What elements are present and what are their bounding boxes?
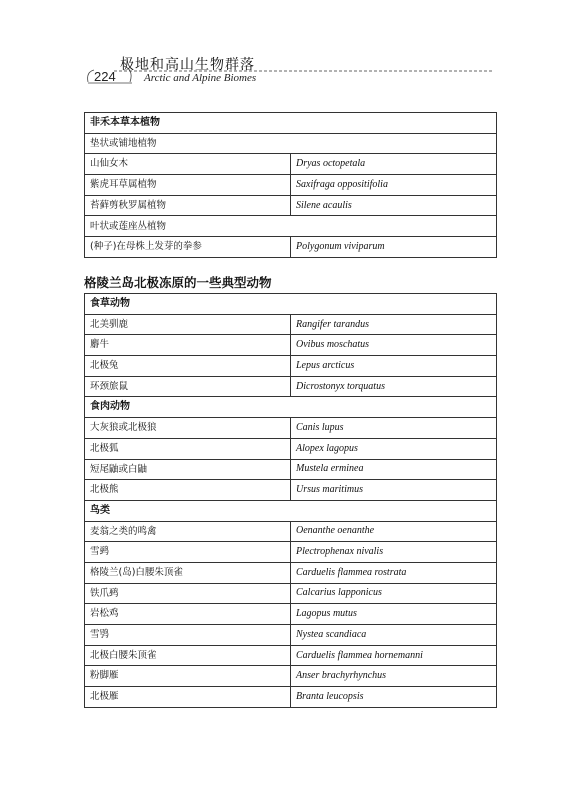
scientific-name-cell: Rangifer tarandus [291, 314, 497, 335]
common-name-cell: 北极雁 [85, 687, 291, 708]
table-row [85, 687, 497, 708]
common-name-cell: 山仙女木 [85, 154, 291, 175]
page-number: 224 [94, 69, 116, 84]
table-row [85, 625, 497, 646]
common-name-cell: 北极白腰朱顶雀 [85, 645, 291, 666]
table-row [85, 562, 497, 583]
scientific-name-cell: Polygonum viviparum [291, 237, 497, 258]
scientific-name-cell: Ursus maritimus [291, 480, 497, 501]
common-name-cell: (种子)在母株上发芽的拳参 [85, 237, 291, 258]
table-row [85, 216, 497, 237]
scientific-name-cell: Branta leucopsis [291, 687, 497, 708]
section-header-cell: 鸟类 [85, 500, 497, 521]
scientific-name-cell: Calcarius lapponicus [291, 583, 497, 604]
section-header-cell: 非禾本草本植物 [85, 113, 497, 134]
common-name-cell: 短尾鼬或白鼬 [85, 459, 291, 480]
scientific-name-cell: Silene acaulis [291, 195, 497, 216]
table-row [85, 175, 497, 196]
table-row [85, 294, 497, 315]
common-name-cell: 环颈旅鼠 [85, 376, 291, 397]
table-row [85, 237, 497, 258]
scientific-name-cell: Carduelis flammea rostrata [291, 562, 497, 583]
scientific-name-cell: Alopex lagopus [291, 438, 497, 459]
table-row [85, 113, 497, 134]
common-name-cell: 北美驯鹿 [85, 314, 291, 335]
table-row [85, 521, 497, 542]
common-name-cell: 大灰狼或北极狼 [85, 418, 291, 439]
common-name-cell: 麦翁之类的鸣禽 [85, 521, 291, 542]
table-row [85, 133, 497, 154]
common-name-cell: 铁爪鹀 [85, 583, 291, 604]
table-row [85, 195, 497, 216]
table-row [85, 335, 497, 356]
table-row [85, 376, 497, 397]
scientific-name-cell: Dicrostonyx torquatus [291, 376, 497, 397]
scientific-name-cell: Dryas octopetala [291, 154, 497, 175]
page-header [84, 52, 504, 94]
table-row [85, 438, 497, 459]
plant-table [84, 112, 497, 258]
common-name-cell: 紫虎耳草属植物 [85, 175, 291, 196]
section-title-animals: 格陵兰岛北极冻原的一些典型动物 [84, 275, 272, 290]
table-row [85, 542, 497, 563]
scientific-name-cell: Plectrophenax nivalis [291, 542, 497, 563]
subsection-cell: 垫状或铺地植物 [85, 133, 497, 154]
table-row [85, 356, 497, 377]
table-row [85, 397, 497, 418]
animal-table [84, 293, 497, 708]
book-title-en: Arctic and Alpine Biomes [144, 72, 257, 84]
table-row [85, 645, 497, 666]
common-name-cell: 格陵兰(岛)白腰朱顶雀 [85, 562, 291, 583]
common-name-cell: 麝牛 [85, 335, 291, 356]
table-row [85, 500, 497, 521]
scientific-name-cell: Carduelis flammea hornemanni [291, 645, 497, 666]
common-name-cell: 雪鸮 [85, 625, 291, 646]
common-name-cell: 雪鹀 [85, 542, 291, 563]
subsection-cell: 叶状或莲座丛植物 [85, 216, 497, 237]
scientific-name-cell: Nystea scandiaca [291, 625, 497, 646]
common-name-cell: 北极兔 [85, 356, 291, 377]
scientific-name-cell: Lepus arcticus [291, 356, 497, 377]
table-row [85, 459, 497, 480]
table-row [85, 583, 497, 604]
table-row [85, 604, 497, 625]
scientific-name-cell: Lagopus mutus [291, 604, 497, 625]
common-name-cell: 北极熊 [85, 480, 291, 501]
scientific-name-cell: Ovibus moschatus [291, 335, 497, 356]
book-title-cn: 极地和高山生物群落 [120, 57, 255, 73]
common-name-cell: 粉脚雁 [85, 666, 291, 687]
scientific-name-cell: Mustela erminea [291, 459, 497, 480]
common-name-cell: 苔藓剪秋罗属植物 [85, 195, 291, 216]
common-name-cell: 岩松鸡 [85, 604, 291, 625]
table-row [85, 154, 497, 175]
common-name-cell: 北极狐 [85, 438, 291, 459]
section-header-cell: 食肉动物 [85, 397, 497, 418]
section-header-cell: 食草动物 [85, 294, 497, 315]
scientific-name-cell: Saxifraga oppositifolia [291, 175, 497, 196]
scientific-name-cell: Anser brachyrhynchus [291, 666, 497, 687]
table-row [85, 480, 497, 501]
scientific-name-cell: Canis lupus [291, 418, 497, 439]
table-row [85, 314, 497, 335]
table-row [85, 418, 497, 439]
scientific-name-cell: Oenanthe oenanthe [291, 521, 497, 542]
table-row [85, 666, 497, 687]
